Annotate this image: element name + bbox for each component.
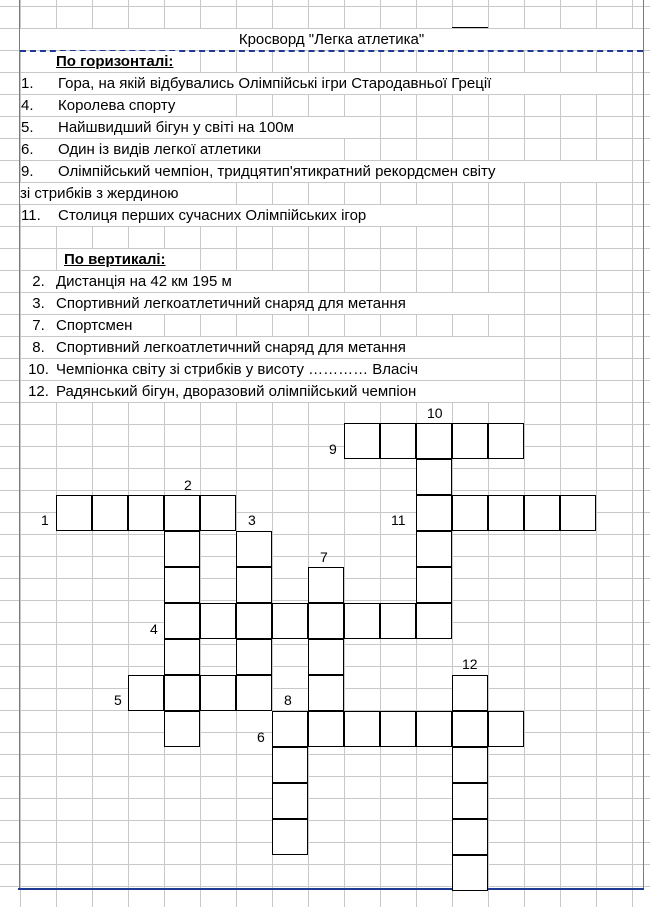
crossword-cell[interactable] bbox=[452, 495, 488, 531]
crossword-cell[interactable] bbox=[416, 711, 452, 747]
clue-text: Гора, на якій відбувались Олімпійські ігри Стародавньої Греції bbox=[58, 75, 492, 92]
crossword-cell[interactable] bbox=[380, 711, 416, 747]
crossword-cell[interactable] bbox=[308, 567, 344, 603]
crossword-cell[interactable] bbox=[560, 495, 596, 531]
crossword-cell[interactable] bbox=[236, 675, 272, 711]
crossword-cell[interactable] bbox=[452, 783, 488, 819]
clue-text: Один із видів легкої атлетики bbox=[58, 141, 262, 158]
clue-number: 7. bbox=[32, 317, 45, 334]
crossword-cell[interactable] bbox=[164, 603, 200, 639]
crossword-cell[interactable] bbox=[56, 495, 92, 531]
sheet-right-border bbox=[643, 0, 644, 890]
crossword-cell[interactable] bbox=[416, 531, 452, 567]
clue-row bbox=[21, 359, 517, 380]
clue-row bbox=[21, 271, 281, 292]
clue-number: 12. bbox=[28, 383, 49, 400]
crossword-cell[interactable] bbox=[164, 567, 200, 603]
crossword-cell[interactable] bbox=[344, 603, 380, 639]
crossword-cell[interactable] bbox=[344, 423, 380, 459]
grid-number-label: 11 bbox=[391, 512, 406, 528]
grid-number-label: 1 bbox=[41, 512, 49, 528]
crossword-cell[interactable] bbox=[272, 603, 308, 639]
clue-row bbox=[21, 315, 161, 336]
crossword-cell[interactable] bbox=[92, 495, 128, 531]
crossword-cell[interactable] bbox=[380, 423, 416, 459]
crossword-cell[interactable] bbox=[272, 747, 308, 783]
crossword-cell[interactable] bbox=[416, 567, 452, 603]
clue-text: Дистанція на 42 км 195 м bbox=[56, 273, 232, 290]
page-title: Кросворд "Легка атлетика" bbox=[20, 29, 643, 50]
crossword-cell[interactable] bbox=[128, 675, 164, 711]
clue-number: 8. bbox=[32, 339, 45, 356]
crossword-cell[interactable] bbox=[200, 495, 236, 531]
grid-number-label: 10 bbox=[427, 405, 443, 421]
crossword-cell[interactable] bbox=[452, 711, 488, 747]
clue-row bbox=[21, 205, 441, 226]
clue-text: Спортивний легкоатлетичний снаряд для метання bbox=[56, 339, 406, 356]
clue-row bbox=[21, 139, 321, 160]
down-header: По вертикалі: bbox=[64, 249, 170, 270]
crossword-cell[interactable] bbox=[452, 423, 488, 459]
crossword-cell[interactable] bbox=[164, 711, 200, 747]
crossword-cell[interactable] bbox=[128, 495, 164, 531]
clue-row bbox=[21, 95, 211, 116]
clue-row bbox=[21, 381, 521, 402]
crossword-cell[interactable] bbox=[308, 675, 344, 711]
crossword-cell[interactable] bbox=[272, 819, 308, 855]
crossword-cell[interactable] bbox=[416, 603, 452, 639]
clue-number: 2. bbox=[32, 273, 45, 290]
clue-number: 9. bbox=[21, 163, 34, 180]
crossword-cell[interactable] bbox=[452, 819, 488, 855]
clue-text: Олімпійський чемпіон, тридцятип'ятикратний рекордсмен світу bbox=[58, 163, 496, 180]
clue-text: Найшвидший бігун у світі на 100м bbox=[58, 119, 294, 136]
crossword-cell[interactable] bbox=[452, 855, 488, 891]
clue-number: 3. bbox=[32, 295, 45, 312]
clue-number: 11. bbox=[21, 207, 41, 224]
clue-row bbox=[21, 161, 607, 182]
grid-number-label: 12 bbox=[462, 656, 478, 672]
crossword-cell[interactable] bbox=[164, 675, 200, 711]
crossword-cell[interactable] bbox=[236, 567, 272, 603]
crossword-cell[interactable] bbox=[452, 675, 488, 711]
crossword-cell[interactable] bbox=[488, 423, 524, 459]
crossword-cell[interactable] bbox=[488, 711, 524, 747]
clue-row bbox=[21, 73, 611, 94]
crossword-cell[interactable] bbox=[416, 459, 452, 495]
crossword-cell[interactable] bbox=[380, 603, 416, 639]
crossword-cell[interactable] bbox=[236, 531, 272, 567]
crossword-cell[interactable] bbox=[164, 531, 200, 567]
clue-text: Радянський бігун, дворазовий олімпійський чемпіон bbox=[56, 383, 417, 400]
cell-border-stub bbox=[452, 27, 488, 28]
crossword-cell[interactable] bbox=[308, 711, 344, 747]
crossword-cell[interactable] bbox=[308, 639, 344, 675]
crossword-cell[interactable] bbox=[200, 675, 236, 711]
crossword-cell[interactable] bbox=[164, 639, 200, 675]
clue-continuation: зі стрибків з жердиною bbox=[20, 183, 230, 204]
grid-number-label: 9 bbox=[329, 441, 337, 457]
clue-number: 10. bbox=[28, 361, 49, 378]
grid-number-label: 4 bbox=[150, 621, 158, 637]
crossword-cell[interactable] bbox=[344, 711, 380, 747]
clue-number: 1. bbox=[21, 75, 34, 92]
clue-text: Чемпіонка світу зі стрибків у висоту ………… Власіч bbox=[56, 361, 419, 378]
grid-number-label: 3 bbox=[248, 512, 256, 528]
sheet-left-border bbox=[19, 0, 20, 890]
crossword-cell[interactable] bbox=[524, 495, 560, 531]
crossword-cell[interactable] bbox=[488, 495, 524, 531]
across-header: По горизонталі: bbox=[56, 51, 177, 72]
crossword-cell[interactable] bbox=[236, 603, 272, 639]
clue-number: 6. bbox=[21, 141, 34, 158]
clue-text: Спортсмен bbox=[56, 317, 133, 334]
clue-number: 4. bbox=[21, 97, 34, 114]
crossword-cell[interactable] bbox=[416, 423, 452, 459]
clue-text: Столиця перших сучасних Олімпійських ігор bbox=[58, 207, 367, 224]
crossword-cell[interactable] bbox=[452, 747, 488, 783]
page-break-line bbox=[18, 888, 644, 890]
clue-row bbox=[21, 337, 499, 358]
crossword-cell[interactable] bbox=[200, 603, 236, 639]
grid-number-label: 5 bbox=[114, 692, 122, 708]
clue-number: 5. bbox=[21, 119, 34, 136]
crossword-cell[interactable] bbox=[164, 495, 200, 531]
clue-row bbox=[21, 117, 356, 138]
crossword-cell[interactable] bbox=[272, 711, 308, 747]
crossword-cell[interactable] bbox=[236, 639, 272, 675]
grid-number-label: 2 bbox=[184, 477, 192, 493]
grid-number-label: 6 bbox=[257, 729, 265, 745]
clue-row bbox=[21, 293, 499, 314]
grid-number-label: 7 bbox=[320, 549, 328, 565]
clue-text: Королева спорту bbox=[58, 97, 176, 114]
crossword-cell[interactable] bbox=[272, 783, 308, 819]
clue-text: Спортивний легкоатлетичний снаряд для метання bbox=[56, 295, 406, 312]
crossword-cell[interactable] bbox=[308, 603, 344, 639]
grid-number-label: 8 bbox=[284, 692, 292, 708]
crossword-cell[interactable] bbox=[416, 495, 452, 531]
